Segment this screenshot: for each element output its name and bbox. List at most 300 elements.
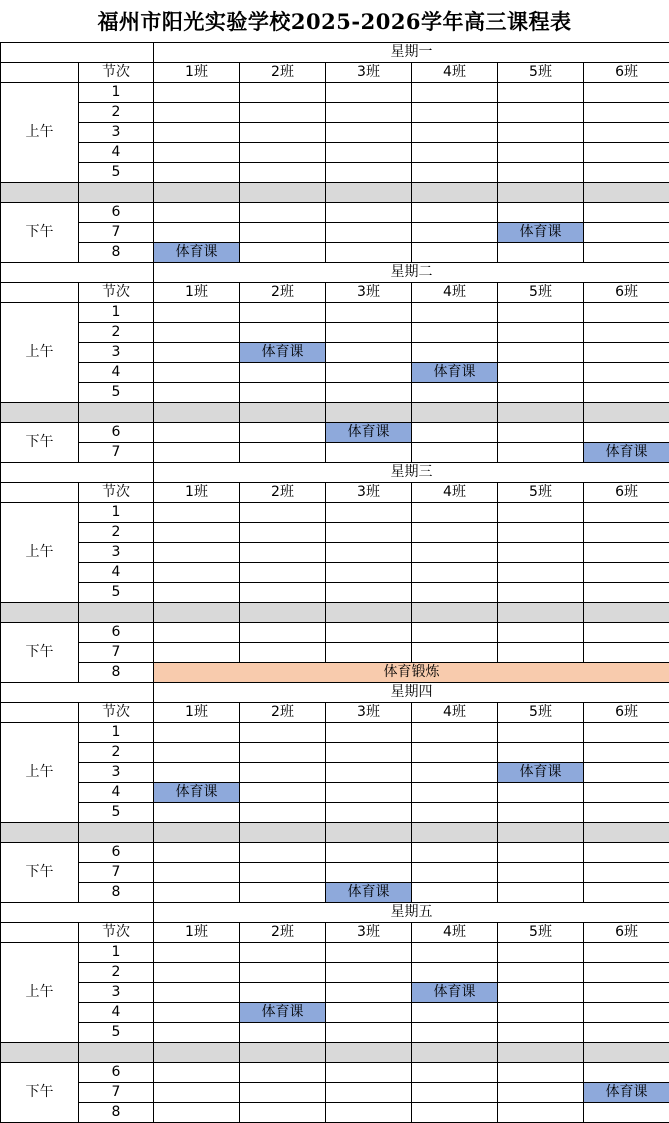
table-row	[1, 563, 669, 583]
period-number: 2	[79, 743, 154, 763]
schedule-cell	[240, 643, 326, 663]
schedule-cell	[154, 943, 240, 963]
period-number: 2	[79, 523, 154, 543]
break-row	[1, 603, 669, 623]
pe-class-cell: 体育课	[154, 783, 240, 803]
schedule-cell	[498, 383, 584, 403]
class-header: 1班	[154, 703, 240, 723]
break-cell	[240, 183, 326, 203]
class-header: 5班	[498, 283, 584, 303]
schedule-cell	[498, 343, 584, 363]
schedule-cell	[584, 983, 669, 1003]
schedule-cell	[154, 123, 240, 143]
schedule-cell	[584, 743, 669, 763]
class-header: 1班	[154, 923, 240, 943]
period-number: 7	[79, 643, 154, 663]
schedule-cell	[498, 123, 584, 143]
break-cell	[326, 403, 412, 423]
period-header: 节次	[79, 63, 154, 83]
break-row	[1, 183, 669, 203]
schedule-cell	[584, 103, 669, 123]
schedule-cell	[326, 103, 412, 123]
schedule-cell	[498, 243, 584, 263]
schedule-cell	[326, 203, 412, 223]
schedule-cell	[412, 563, 498, 583]
session-label: 上午	[1, 303, 79, 403]
period-number: 2	[79, 103, 154, 123]
schedule-cell	[240, 503, 326, 523]
blank-cell	[1, 63, 79, 83]
schedule-cell	[240, 203, 326, 223]
schedule-cell	[326, 763, 412, 783]
schedule-cell	[584, 363, 669, 383]
table-row	[1, 203, 669, 223]
schedule-cell	[240, 983, 326, 1003]
break-cell	[498, 1043, 584, 1063]
schedule-cell	[584, 643, 669, 663]
pe-class-cell: 体育课	[326, 423, 412, 443]
schedule-cell	[240, 803, 326, 823]
schedule-cell	[498, 623, 584, 643]
period-number: 3	[79, 543, 154, 563]
table-row	[1, 1023, 669, 1043]
period-number: 3	[79, 343, 154, 363]
period-number: 1	[79, 303, 154, 323]
schedule-cell	[154, 523, 240, 543]
schedule-cell	[412, 543, 498, 563]
column-header-row	[1, 63, 669, 83]
schedule-cell	[154, 863, 240, 883]
period-number: 6	[79, 203, 154, 223]
schedule-cell	[498, 83, 584, 103]
schedule-cell	[154, 843, 240, 863]
schedule-cell	[584, 143, 669, 163]
column-header-row	[1, 483, 669, 503]
schedule-cell	[584, 1063, 669, 1083]
blank-cell	[1, 923, 79, 943]
table-row	[1, 223, 669, 243]
break-cell	[584, 823, 669, 843]
schedule-cell	[240, 123, 326, 143]
schedule-cell	[584, 383, 669, 403]
table-row	[1, 383, 669, 403]
schedule-cell	[584, 343, 669, 363]
blank-cell	[1, 903, 154, 923]
schedule-cell	[154, 543, 240, 563]
schedule-cell	[412, 1063, 498, 1083]
schedule-cell	[154, 443, 240, 463]
schedule-cell	[584, 563, 669, 583]
schedule-cell	[498, 303, 584, 323]
class-header: 6班	[584, 283, 669, 303]
schedule-cell	[498, 443, 584, 463]
schedule-cell	[240, 783, 326, 803]
table-row	[1, 783, 669, 803]
schedule-cell	[240, 363, 326, 383]
schedule-cell	[498, 1083, 584, 1103]
schedule-cell	[326, 783, 412, 803]
table-row	[1, 323, 669, 343]
schedule-cell	[584, 963, 669, 983]
schedule-cell	[412, 243, 498, 263]
pe-class-cell: 体育课	[498, 763, 584, 783]
schedule-cell	[240, 743, 326, 763]
break-cell	[1, 1043, 79, 1063]
schedule-cell	[498, 143, 584, 163]
schedule-cell	[326, 723, 412, 743]
schedule-cell	[240, 623, 326, 643]
schedule-cell	[326, 443, 412, 463]
schedule-cell	[498, 1023, 584, 1043]
pe-class-cell: 体育课	[240, 343, 326, 363]
schedule-cell	[326, 623, 412, 643]
session-label: 下午	[1, 623, 79, 683]
column-header-row	[1, 703, 669, 723]
schedule-cell	[498, 843, 584, 863]
schedule-cell	[584, 243, 669, 263]
table-row	[1, 523, 669, 543]
schedule-cell	[326, 803, 412, 823]
schedule-cell	[584, 123, 669, 143]
period-number: 8	[79, 663, 154, 683]
table-row	[1, 1103, 669, 1123]
break-cell	[412, 823, 498, 843]
schedule-cell	[412, 643, 498, 663]
break-cell	[240, 603, 326, 623]
period-header: 节次	[79, 703, 154, 723]
period-number: 1	[79, 943, 154, 963]
schedule-cell	[154, 383, 240, 403]
period-number: 7	[79, 1083, 154, 1103]
schedule-cell	[412, 583, 498, 603]
schedule-cell	[154, 1083, 240, 1103]
table-row	[1, 303, 669, 323]
schedule-cell	[498, 583, 584, 603]
break-row	[1, 1043, 669, 1063]
period-number: 4	[79, 1003, 154, 1023]
period-header: 节次	[79, 483, 154, 503]
schedule-cell	[412, 143, 498, 163]
period-number: 4	[79, 783, 154, 803]
schedule-cell	[584, 503, 669, 523]
class-header: 2班	[240, 923, 326, 943]
table-row	[1, 623, 669, 643]
day-header-row	[1, 683, 669, 703]
schedule-cell	[326, 983, 412, 1003]
table-row	[1, 363, 669, 383]
table-row	[1, 1083, 669, 1103]
period-header: 节次	[79, 923, 154, 943]
schedule-cell	[584, 583, 669, 603]
schedule-cell	[154, 223, 240, 243]
session-label: 下午	[1, 843, 79, 903]
schedule-cell	[412, 1023, 498, 1043]
class-header: 5班	[498, 63, 584, 83]
schedule-cell	[154, 323, 240, 343]
blank-cell	[1, 703, 79, 723]
schedule-cell	[240, 243, 326, 263]
day-name: 星期三	[154, 463, 669, 483]
schedule-cell	[326, 343, 412, 363]
class-header: 3班	[326, 483, 412, 503]
table-row	[1, 583, 669, 603]
session-label: 上午	[1, 943, 79, 1043]
period-number: 7	[79, 863, 154, 883]
break-cell	[79, 603, 154, 623]
schedule-cell	[584, 723, 669, 743]
schedule-cell	[326, 1003, 412, 1023]
break-cell	[79, 1043, 154, 1063]
class-header: 3班	[326, 283, 412, 303]
table-row	[1, 663, 669, 683]
period-number: 5	[79, 163, 154, 183]
schedule-cell	[326, 743, 412, 763]
table-row	[1, 103, 669, 123]
schedule-cell	[240, 563, 326, 583]
page-title: 福州市阳光实验学校2025-2026学年高三课程表	[0, 0, 669, 42]
schedule-cell	[326, 323, 412, 343]
schedule-cell	[584, 783, 669, 803]
break-cell	[498, 603, 584, 623]
period-number: 6	[79, 423, 154, 443]
period-number: 6	[79, 623, 154, 643]
day-name: 星期四	[154, 683, 669, 703]
schedule-cell	[154, 883, 240, 903]
pe-class-cell: 体育课	[498, 223, 584, 243]
schedule-cell	[498, 363, 584, 383]
break-cell	[584, 1043, 669, 1063]
class-header: 6班	[584, 923, 669, 943]
session-label: 下午	[1, 203, 79, 263]
schedule-cell	[240, 943, 326, 963]
break-cell	[79, 403, 154, 423]
class-header: 6班	[584, 703, 669, 723]
schedule-cell	[326, 1103, 412, 1123]
schedule-cell	[412, 223, 498, 243]
table-row	[1, 943, 669, 963]
day-name: 星期一	[154, 43, 669, 63]
schedule-cell	[584, 1003, 669, 1023]
schedule-cell	[326, 963, 412, 983]
blank-cell	[1, 483, 79, 503]
pe-class-cell: 体育课	[326, 883, 412, 903]
period-number: 1	[79, 503, 154, 523]
table-row	[1, 423, 669, 443]
period-number: 4	[79, 363, 154, 383]
schedule-cell	[498, 803, 584, 823]
schedule-cell	[240, 863, 326, 883]
table-row	[1, 83, 669, 103]
break-cell	[326, 823, 412, 843]
class-header: 2班	[240, 703, 326, 723]
session-label: 上午	[1, 503, 79, 603]
column-header-row	[1, 923, 669, 943]
schedule-cell	[154, 83, 240, 103]
schedule-cell	[154, 143, 240, 163]
day-header-row	[1, 463, 669, 483]
class-header: 3班	[326, 923, 412, 943]
schedule-cell	[498, 883, 584, 903]
class-header: 6班	[584, 483, 669, 503]
blank-cell	[1, 283, 79, 303]
table-row	[1, 503, 669, 523]
schedule-cell	[240, 583, 326, 603]
schedule-cell	[240, 1023, 326, 1043]
class-header: 1班	[154, 283, 240, 303]
class-header: 5班	[498, 483, 584, 503]
schedule-cell	[154, 583, 240, 603]
schedule-cell	[326, 543, 412, 563]
class-header: 3班	[326, 63, 412, 83]
schedule-cell	[240, 763, 326, 783]
schedule-cell	[412, 103, 498, 123]
period-number: 6	[79, 843, 154, 863]
class-header: 2班	[240, 483, 326, 503]
schedule-cell	[412, 763, 498, 783]
schedule-cell	[326, 843, 412, 863]
schedule-cell	[498, 163, 584, 183]
period-number: 7	[79, 443, 154, 463]
day-header-row	[1, 43, 669, 63]
class-header: 4班	[412, 63, 498, 83]
blank-cell	[1, 463, 154, 483]
break-cell	[1, 823, 79, 843]
schedule-cell	[498, 103, 584, 123]
schedule-cell	[326, 243, 412, 263]
schedule-cell	[154, 723, 240, 743]
schedule-cell	[584, 323, 669, 343]
period-number: 8	[79, 243, 154, 263]
schedule-cell	[240, 303, 326, 323]
schedule-cell	[412, 423, 498, 443]
class-header: 1班	[154, 63, 240, 83]
schedule-cell	[584, 223, 669, 243]
table-row	[1, 163, 669, 183]
period-number: 6	[79, 1063, 154, 1083]
schedule-cell	[498, 1003, 584, 1023]
break-cell	[1, 183, 79, 203]
table-row	[1, 863, 669, 883]
schedule-cell	[154, 343, 240, 363]
schedule-cell	[584, 863, 669, 883]
schedule-cell	[498, 783, 584, 803]
break-cell	[240, 823, 326, 843]
schedule-cell	[154, 643, 240, 663]
schedule-cell	[584, 163, 669, 183]
pe-class-cell: 体育课	[584, 1083, 669, 1103]
schedule-cell	[498, 943, 584, 963]
pe-class-cell: 体育课	[584, 443, 669, 463]
table-row	[1, 443, 669, 463]
break-cell	[79, 183, 154, 203]
schedule-cell	[240, 883, 326, 903]
blank-cell	[1, 43, 154, 63]
break-cell	[154, 603, 240, 623]
class-header: 1班	[154, 483, 240, 503]
period-header: 节次	[79, 283, 154, 303]
schedule-cell	[326, 83, 412, 103]
schedule-cell	[498, 1063, 584, 1083]
schedule-cell	[498, 1103, 584, 1123]
pe-class-cell: 体育课	[240, 1003, 326, 1023]
schedule-cell	[584, 843, 669, 863]
column-header-row	[1, 283, 669, 303]
schedule-cell	[326, 643, 412, 663]
schedule-cell	[412, 323, 498, 343]
period-number: 4	[79, 563, 154, 583]
blank-cell	[1, 683, 154, 703]
schedule-cell	[584, 423, 669, 443]
break-cell	[584, 183, 669, 203]
schedule-cell	[154, 303, 240, 323]
schedule-cell	[498, 963, 584, 983]
break-cell	[240, 403, 326, 423]
schedule-cell	[584, 303, 669, 323]
schedule-cell	[326, 303, 412, 323]
schedule-cell	[240, 523, 326, 543]
schedule-cell	[584, 883, 669, 903]
schedule-cell	[412, 83, 498, 103]
break-cell	[498, 823, 584, 843]
schedule-cell	[326, 363, 412, 383]
schedule-cell	[326, 563, 412, 583]
schedule-cell	[240, 543, 326, 563]
break-row	[1, 403, 669, 423]
schedule-cell	[154, 203, 240, 223]
schedule-cell	[240, 383, 326, 403]
break-cell	[584, 403, 669, 423]
day-header-row	[1, 903, 669, 923]
schedule-cell	[584, 83, 669, 103]
break-row	[1, 823, 669, 843]
period-number: 3	[79, 983, 154, 1003]
day-name: 星期五	[154, 903, 669, 923]
schedule-cell	[584, 943, 669, 963]
schedule-cell	[326, 1083, 412, 1103]
table-row	[1, 123, 669, 143]
class-header: 6班	[584, 63, 669, 83]
schedule-cell	[412, 343, 498, 363]
schedule-cell	[412, 1103, 498, 1123]
schedule-cell	[412, 503, 498, 523]
schedule-cell	[584, 1103, 669, 1123]
schedule-cell	[498, 563, 584, 583]
pe-class-cell: 体育课	[412, 983, 498, 1003]
schedule-cell	[154, 423, 240, 443]
break-cell	[584, 603, 669, 623]
table-row	[1, 243, 669, 263]
schedule-cell	[326, 863, 412, 883]
schedule-cell	[326, 223, 412, 243]
schedule-cell	[240, 143, 326, 163]
break-cell	[498, 403, 584, 423]
timetable	[0, 42, 669, 1123]
schedule-cell	[584, 803, 669, 823]
break-cell	[498, 183, 584, 203]
table-row	[1, 883, 669, 903]
period-number: 5	[79, 803, 154, 823]
schedule-cell	[498, 983, 584, 1003]
period-number: 8	[79, 1103, 154, 1123]
break-cell	[326, 183, 412, 203]
schedule-cell	[154, 363, 240, 383]
period-number: 5	[79, 383, 154, 403]
schedule-cell	[240, 223, 326, 243]
schedule-cell	[412, 1003, 498, 1023]
schedule-cell	[498, 863, 584, 883]
schedule-cell	[326, 123, 412, 143]
period-number: 2	[79, 963, 154, 983]
